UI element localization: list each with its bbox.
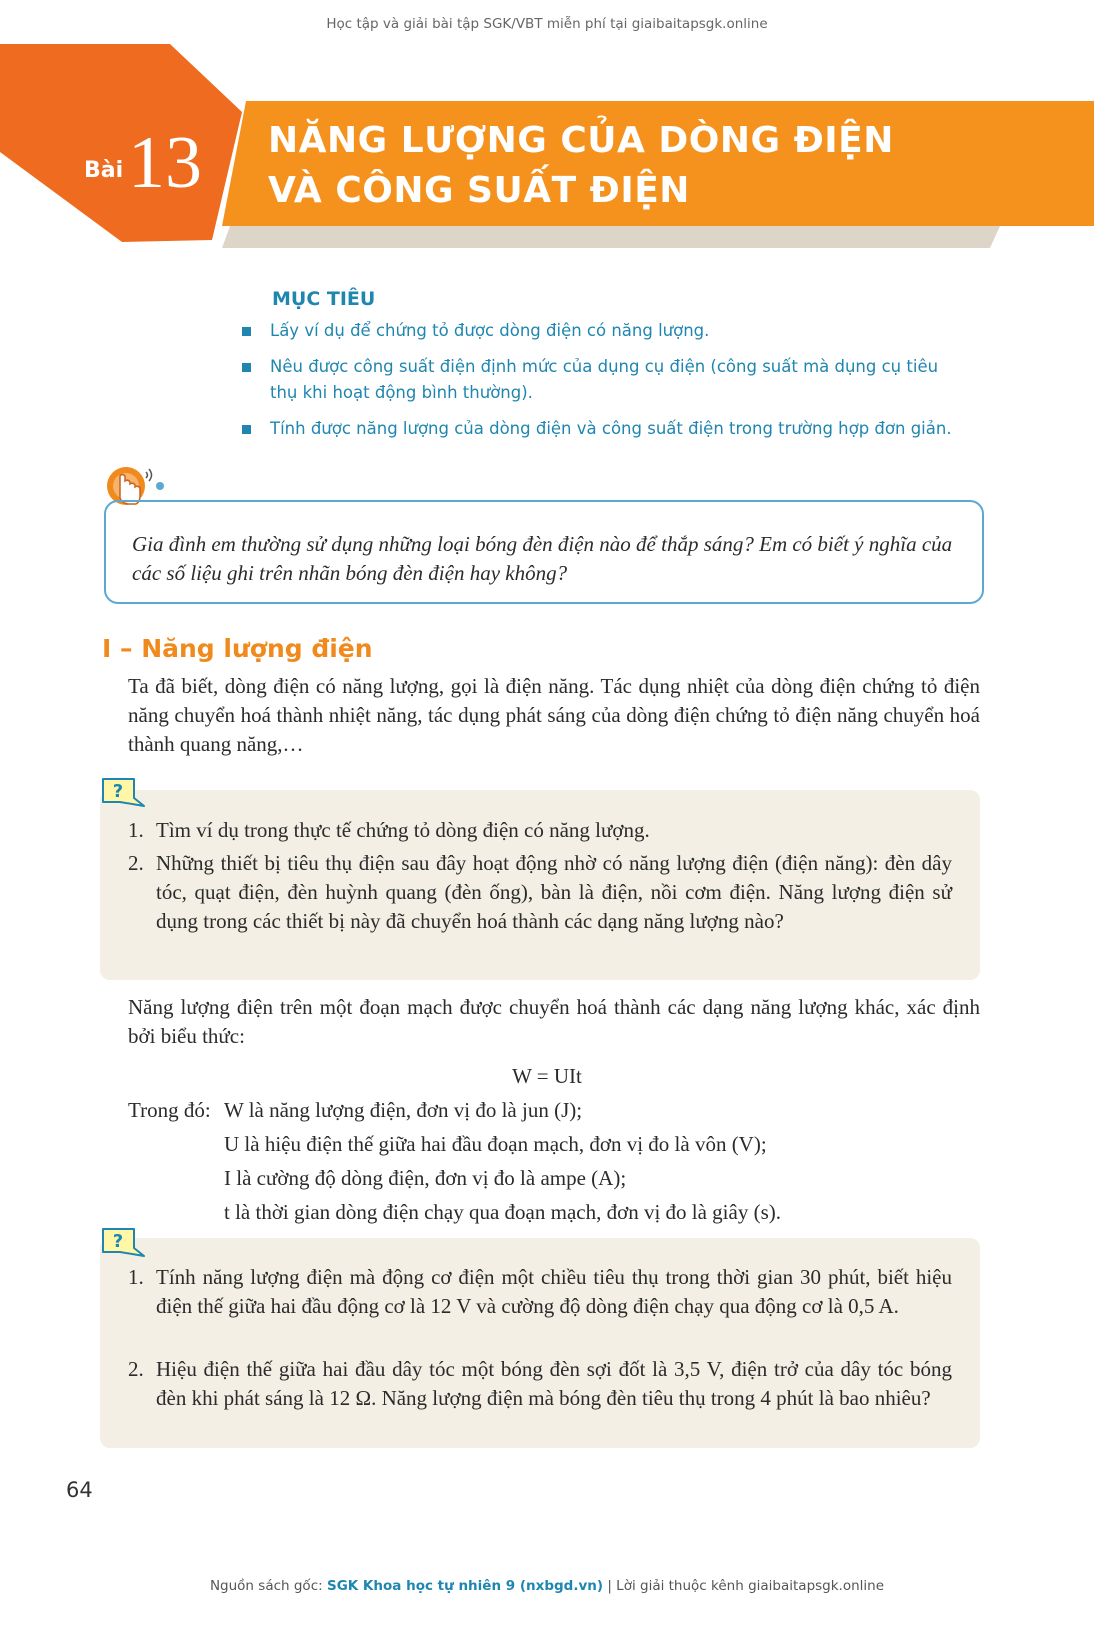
where-label: Trong đó: <box>128 1098 211 1122</box>
question-icon-symbol: ? <box>112 781 124 802</box>
watermark-header: Học tập và giải bài tập SGK/VBT miễn phí tại giaibaitapsgk.online <box>326 16 768 32</box>
section-heading: I – Năng lượng điện <box>102 634 373 663</box>
bullet-icon <box>242 327 251 336</box>
objective-item <box>242 416 962 442</box>
energy-formula: W = UIt <box>512 1064 582 1088</box>
question-icon-symbol: ? <box>112 1231 124 1252</box>
question-number: 1. <box>128 818 144 842</box>
definition-line: U là hiệu điện thế giữa hai đầu đoạn mạch, đơn vị đo là vôn (V); <box>224 1132 767 1156</box>
question-number: 2. <box>128 851 144 875</box>
objective-text: Nêu được công suất điện định mức của dụng cụ điện (công suất mà dụng cụ tiêu thụ khi hoạt động bình thường). <box>270 357 939 402</box>
objective-item <box>242 354 962 406</box>
question-item <box>128 1263 952 1321</box>
lesson-badge <box>0 44 242 242</box>
intro-question: Gia đình em thường sử dụng những loại bóng đèn điện nào để thắp sáng? Em có biết ý nghĩa của các số liệu ghi trên nhãn bóng đèn điện hay không? <box>132 532 953 585</box>
question-icon <box>100 1226 146 1262</box>
lesson-number: 13 <box>128 122 202 204</box>
question-number: 2. <box>128 1357 144 1381</box>
lesson-title-line2: VÀ CÔNG SUẤT ĐIỆN <box>268 170 690 211</box>
energy-intro: Năng lượng điện trên một đoạn mạch được chuyển hoá thành các dạng năng lượng khác, xác định bởi biểu thức: <box>128 995 980 1048</box>
footer-prefix: Nguồn sách gốc: <box>209 1578 323 1594</box>
question-text: Những thiết bị tiêu thụ điện sau đây hoạt động nhờ có năng lượng điện (điện năng): đèn dây tóc, quạt điện, đèn huỳnh quang (đèn ống), bàn là điện, nồi cơm điện. Năng lượng điện sử dụng trong các thiết bị này đã chuyển hoá thành các dạng năng lượng nào? <box>156 851 952 933</box>
definition-line: W là năng lượng điện, đơn vị đo là jun (J); <box>224 1098 583 1122</box>
objectives-heading: MỤC TIÊU <box>272 288 376 310</box>
connector-dot-icon <box>150 480 170 492</box>
footer-suffix: | Lời giải thuộc kênh giaibaitapsgk.online <box>607 1578 885 1594</box>
objective-item <box>242 318 962 344</box>
question-text: Tính năng lượng điện mà động cơ điện một chiều tiêu thụ trong thời gian 30 phút, biết hiệu điện thế giữa hai đầu động cơ là 12 V và cường độ dòng điện chạy qua động cơ là 0,5 A. <box>156 1265 952 1318</box>
section-paragraph: Ta đã biết, dòng điện có năng lượng, gọi là điện năng. Tác dụng nhiệt của dòng điện chứng tỏ điện năng chuyển hoá thành nhiệt năng, tác dụng phát sáng của dòng điện chứng tỏ điện năng chuyển hoá thành quang năng,… <box>128 674 980 756</box>
lesson-word: Bài <box>84 158 124 183</box>
bullet-icon <box>242 425 251 434</box>
lesson-title-line1: NĂNG LƯỢNG CỦA DÒNG ĐIỆN <box>268 120 894 161</box>
banner-shadow <box>222 226 1000 248</box>
question-item <box>128 1355 952 1413</box>
question-item <box>128 849 952 936</box>
objective-text: Lấy ví dụ để chứng tỏ được dòng điện có năng lượng. <box>270 321 710 340</box>
bullet-icon <box>242 363 251 372</box>
footer <box>0 1578 1094 1594</box>
question-number: 1. <box>128 1265 144 1289</box>
objective-text: Tính được năng lượng của dòng điện và công suất điện trong trường hợp đơn giản. <box>270 419 952 438</box>
page-number: 64 <box>66 1478 93 1502</box>
question-icon <box>100 776 146 812</box>
definition-line: I là cường độ dòng điện, đơn vị đo là ampe (A); <box>224 1166 627 1190</box>
question-text: Hiệu điện thế giữa hai đầu dây tóc một bóng đèn sợi đốt là 3,5 V, điện trở của dây tóc bóng đèn khi phát sáng là 12 Ω. Năng lượng điện mà bóng đèn tiêu thụ trong 4 phút là bao nhiêu? <box>156 1357 952 1410</box>
definition-line: t là thời gian dòng điện chạy qua đoạn mạch, đơn vị đo là giây (s). <box>224 1200 781 1224</box>
footer-source-link[interactable]: SGK Khoa học tự nhiên 9 (nxbgd.vn) <box>326 1578 604 1594</box>
question-text: Tìm ví dụ trong thực tế chứng tỏ dòng điện có năng lượng. <box>156 818 650 842</box>
question-item <box>128 816 952 845</box>
